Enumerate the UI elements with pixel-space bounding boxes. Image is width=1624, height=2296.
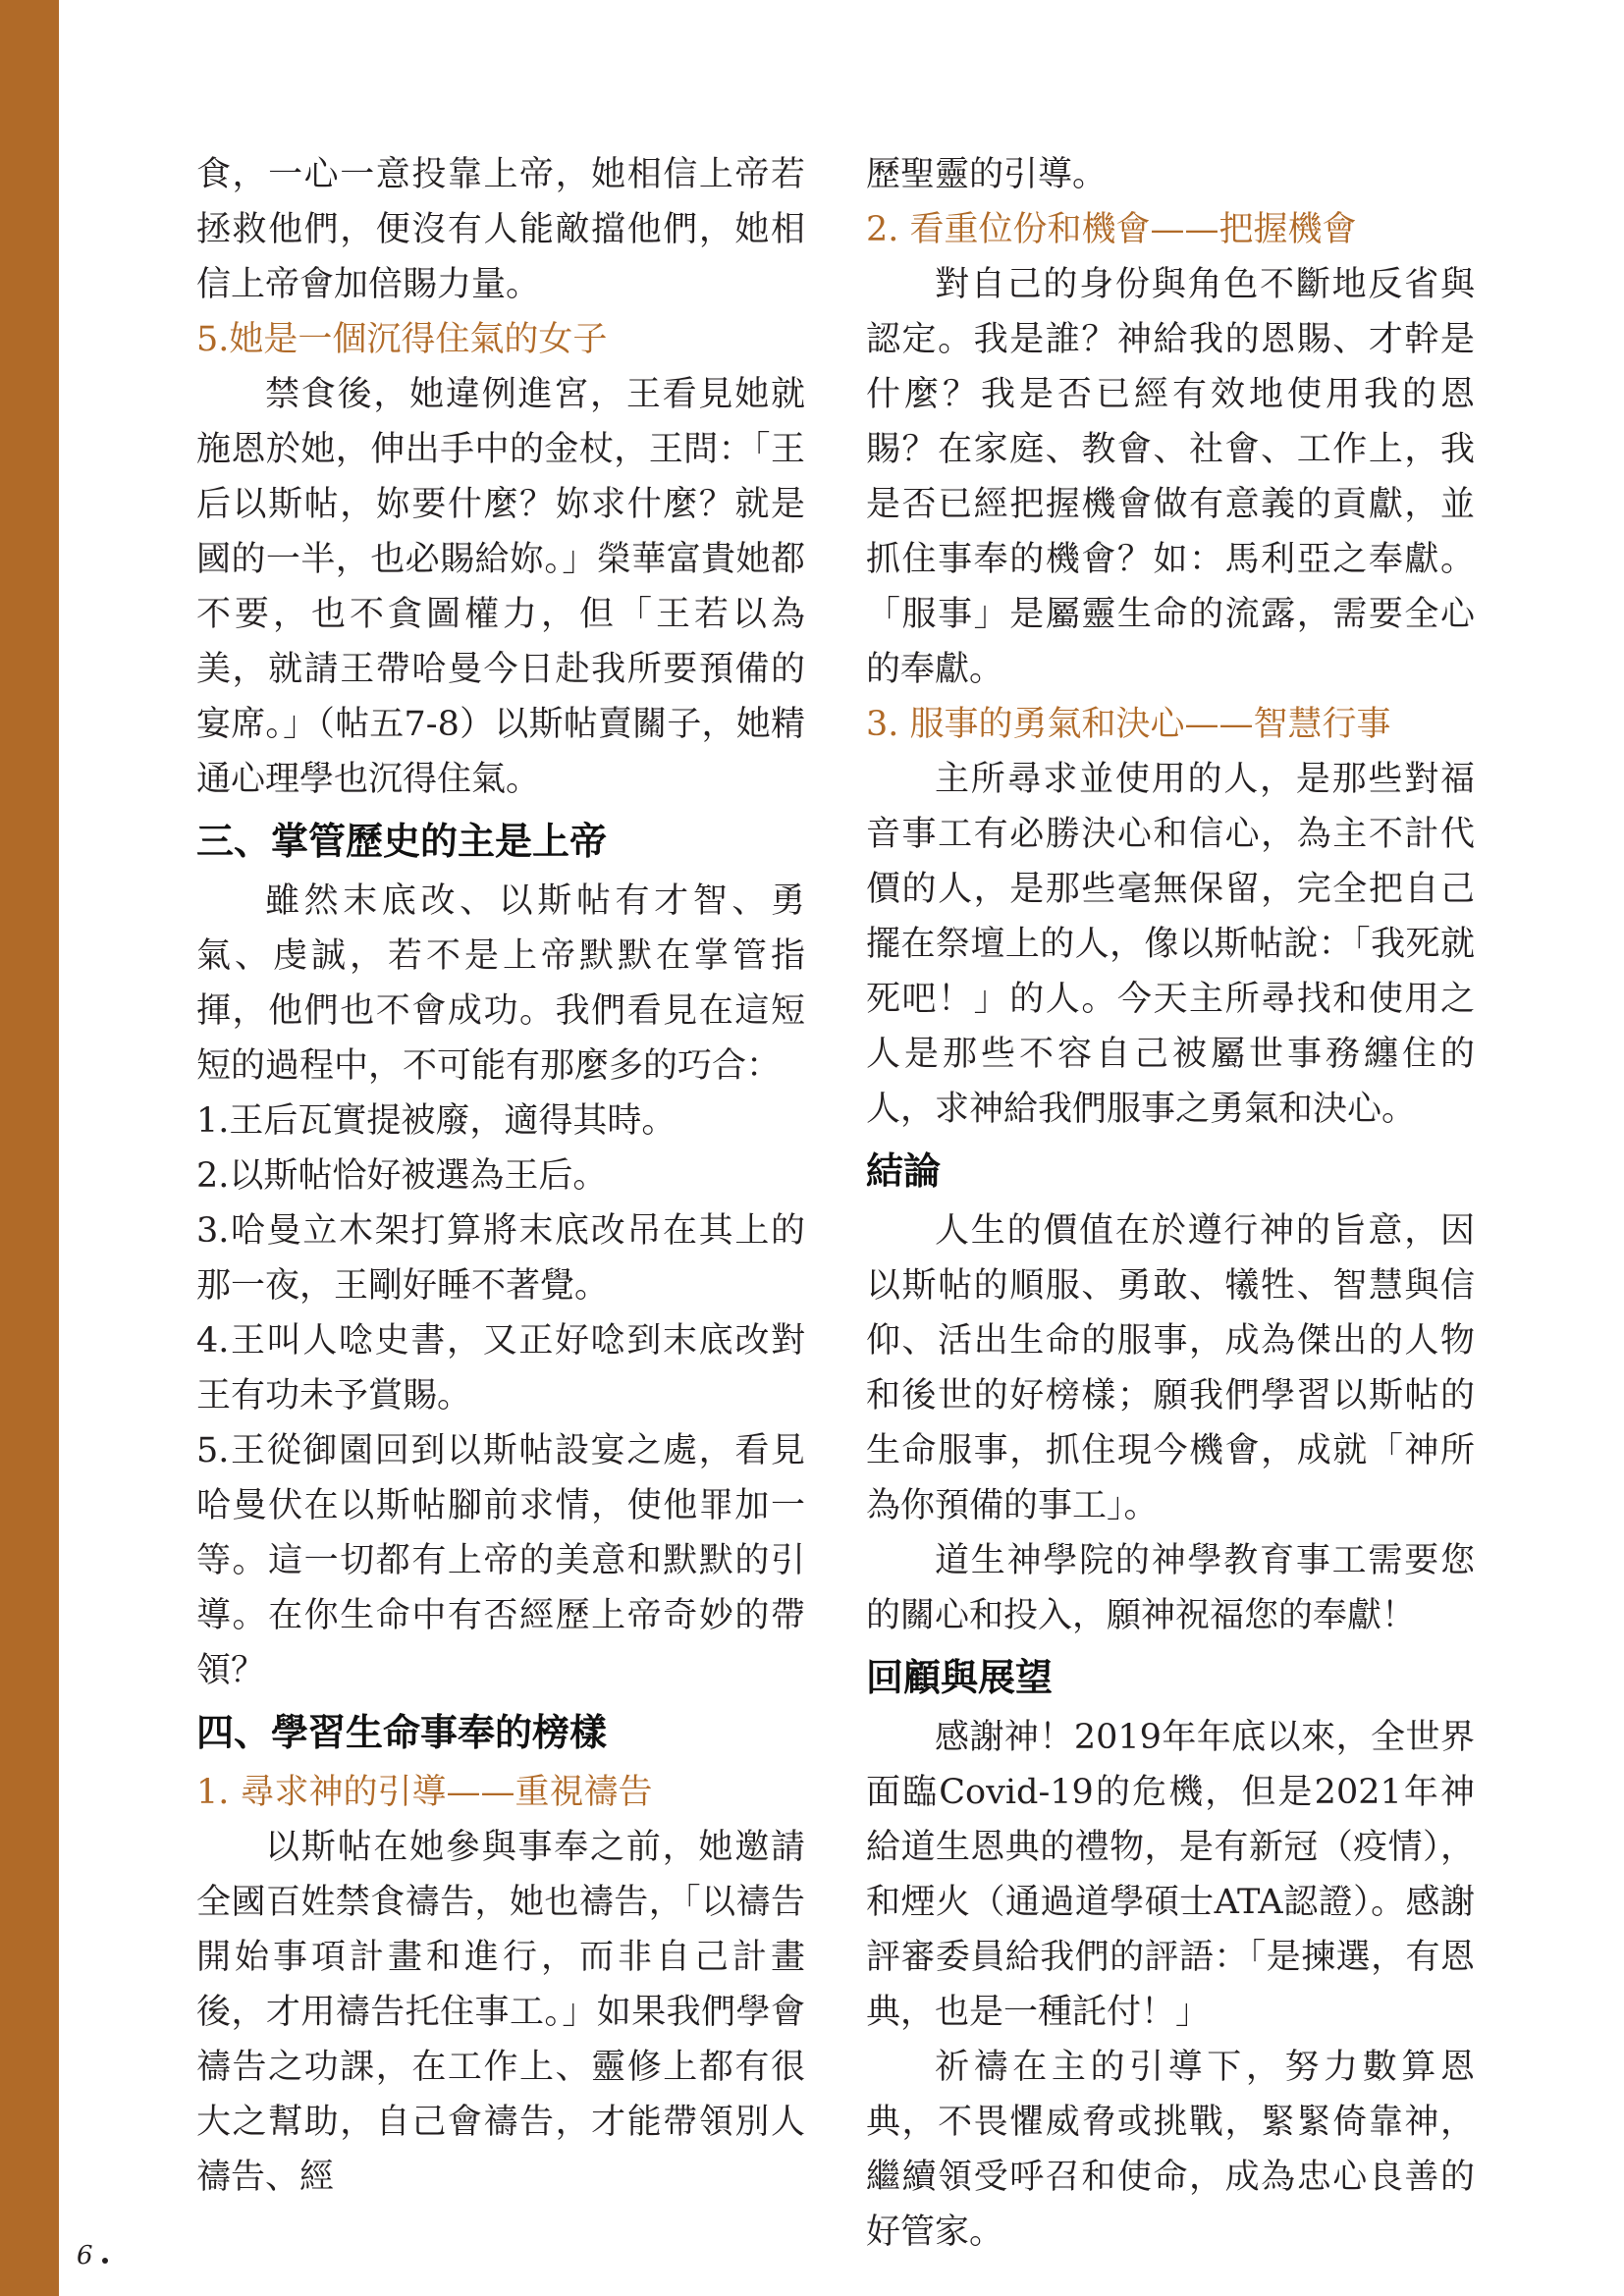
left-paragraph-4: 以斯帖在她參與事奉之前，她邀請全國百姓禁食禱告，她也禱告，「以禱告開始事項計畫和進行，而非自己計畫後，才用禱告托住事工。」如果我們學會禱告之功課，在工作上、靈修上都有很大之幫助，自己會禱告，才能帶領別人禱告、經 [196,1828,805,2197]
left-paragraph-3: 雖然末底改、以斯帖有才智、勇氣、虔誠，若不是上帝默默在掌管指揮，他們也不會成功。我們看見在這短短的過程中，不可能有那麼多的巧合： [196,881,805,1086]
section-heading-4: 四、學習生命事奉的榜樣 [196,1711,608,1754]
list-item: 4.王叫人唸史書，又正好唸到末底改對王有功未予賞賜。 [196,1321,805,1415]
conclusion-heading: 結論 [866,1149,942,1193]
right-column [866,147,1475,2260]
side-color-band [0,0,59,2296]
right-paragraph-6: 感謝神！2019年年底以來，全世界面臨Covid-19的危機，但是2021年神給道生恩典的禮物，是有新冠（疫情），和煙火（通過道學碩士ATA認證）。感謝評審委員給我們的評語：「是揀選，有恩典，也是一種託付！」 [866,1718,1475,2032]
subheading-4-3: 3. 服事的勇氣和決心——智慧行事 [866,705,1391,744]
right-paragraph-4: 人生的價值在於遵行神的旨意，因以斯帖的順服、勇敢、犧牲、智慧與信仰、活出生命的服事，成為傑出的人物和後世的好榜樣；願我們學習以斯帖的生命服事，抓住現今機會，成就「神所為你預備的事工」。 [866,1211,1475,1525]
subheading-5: 5.她是一個沉得住氣的女子 [196,320,608,359]
right-paragraph-2: 對自己的身份與角色不斷地反省與認定。我是誰？神給我的恩賜、才幹是什麼？我是否已經有效地使用我的恩賜？在家庭、教會、社會、工作上，我是否已經把握機會做有意義的貢獻，並抓住事奉的機會？如：馬利亞之奉獻。「服事」是屬靈生命的流露，需要全心的奉獻。 [866,265,1475,689]
review-heading: 回顧與展望 [866,1656,1054,1699]
list-item: 2.以斯帖恰好被選為王后。 [196,1156,608,1196]
section-heading-3: 三、掌管歷史的主是上帝 [196,820,608,863]
footer-dot-icon [102,2258,108,2264]
right-paragraph-5: 道生神學院的神學教育事工需要您的關心和投入，願神祝福您的奉獻！ [866,1541,1475,1635]
right-paragraph-3: 主所尋求並使用的人，是那些對福音事工有必勝決心和信心，為主不計代價的人，是那些毫無保留，完全把自己擺在祭壇上的人，像以斯帖說：「我死就死吧！」的人。今天主所尋找和使用之人是那些不容自己被屬世事務纏住的人，求神給我們服事之勇氣和決心。 [866,760,1475,1129]
page-number: 6 [77,2241,93,2270]
list-item: 1.王后瓦實提被廢，適得其時。 [196,1101,677,1141]
list-item: 5.王從御園回到以斯帖設宴之處，看見哈曼伏在以斯帖腳前求情，使他罪加一等。這一切都有上帝的美意和默默的引導。在你生命中有否經歷上帝奇妙的帶領？ [196,1431,805,1690]
subheading-4-1: 1. 尋求神的引導——重視禱告 [196,1773,653,1812]
subheading-4-2: 2. 看重位份和機會——把握機會 [866,210,1357,249]
page-footer [77,2241,93,2270]
right-paragraph-1: 歷聖靈的引導。 [866,155,1108,194]
left-column [196,147,805,2205]
left-paragraph-2: 禁食後，她違例進宮，王看見她就施恩於她，伸出手中的金杖，王問：「王后以斯帖，妳要什麼？妳求什麼？就是國的一半，也必賜給妳。」榮華富貴她都不要，也不貪圖權力，但「王若以為美，就請王帶哈曼今日赴我所要預備的宴席。」（帖五7-8）以斯帖賣關子，她精通心理學也沉得住氣。 [196,375,805,799]
list-item: 3.哈曼立木架打算將末底改吊在其上的那一夜，王剛好睡不著覺。 [196,1211,805,1306]
left-paragraph-1: 食，一心一意投靠上帝，她相信上帝若拯救他們，便沒有人能敵擋他們，她相信上帝會加倍賜力量。 [196,155,805,304]
right-paragraph-7: 祈禱在主的引導下，努力數算恩典，不畏懼威脅或挑戰，緊緊倚靠神，繼續領受呼召和使命，成為忠心良善的好管家。 [866,2048,1475,2252]
